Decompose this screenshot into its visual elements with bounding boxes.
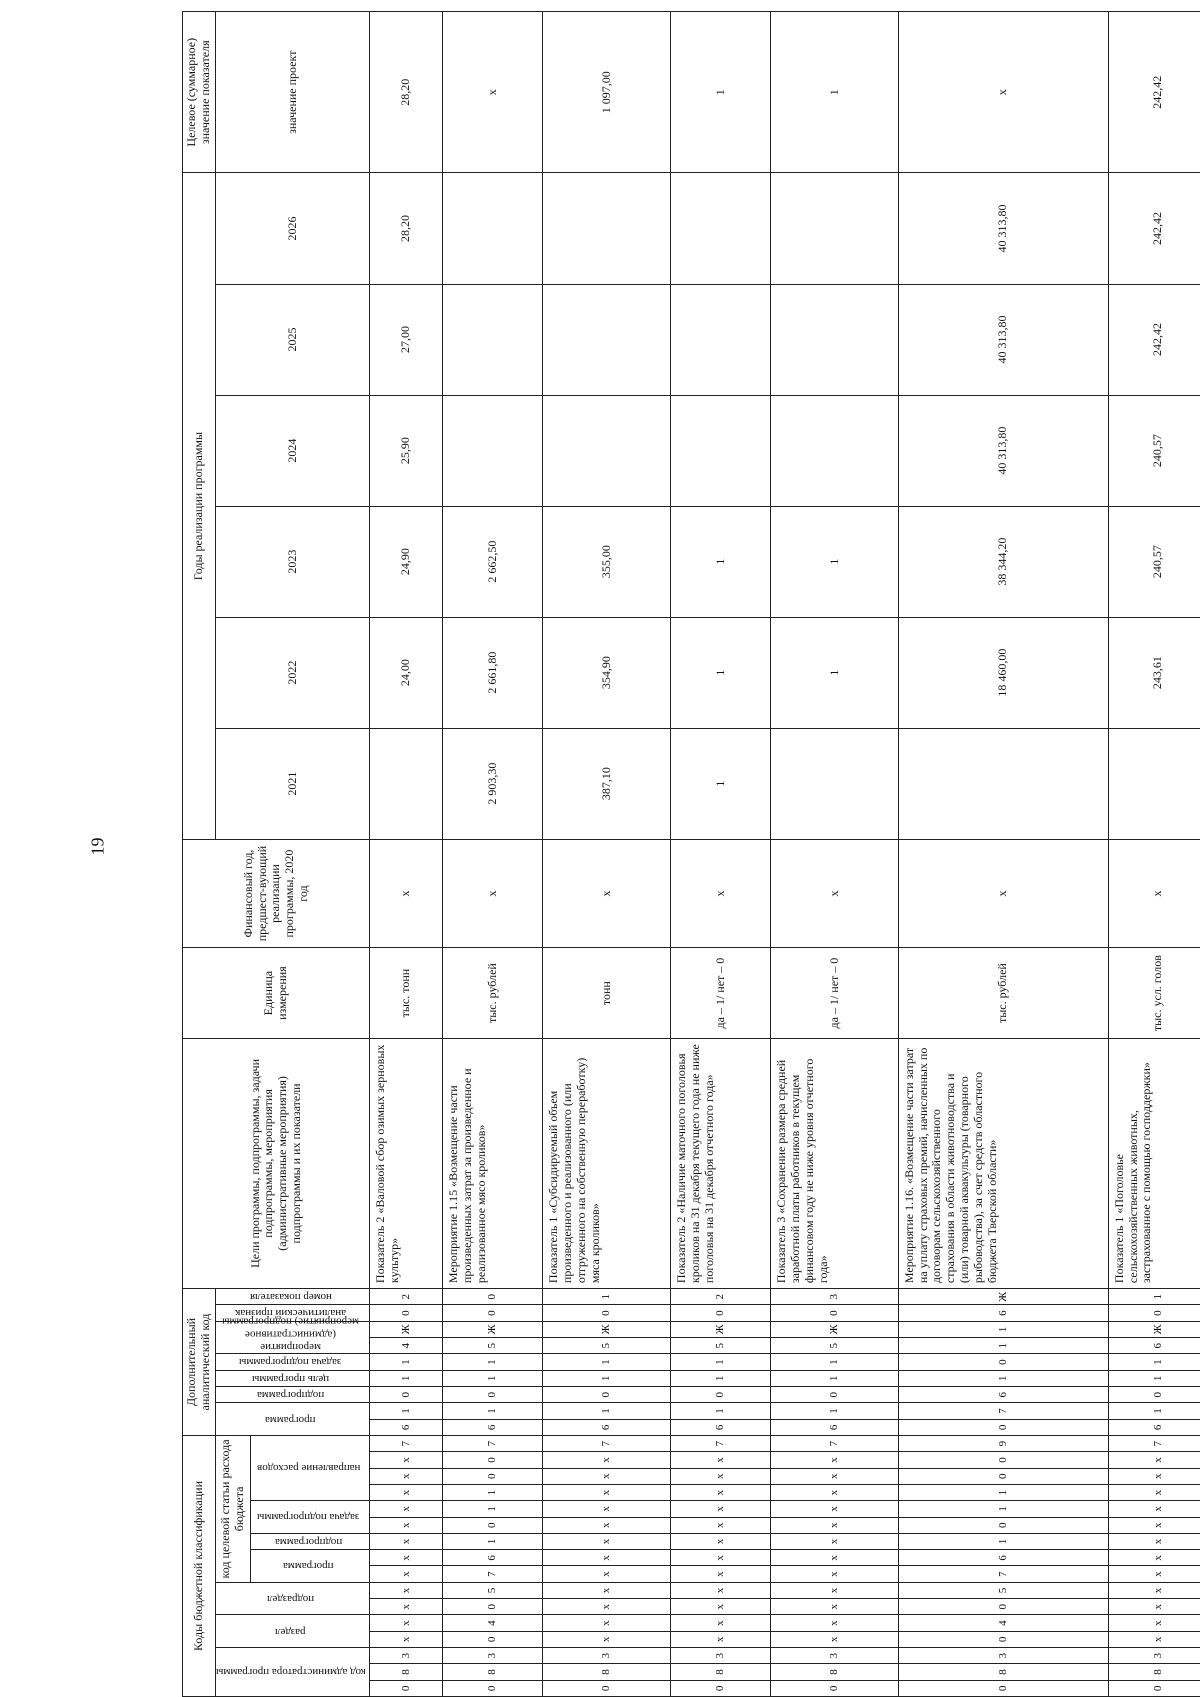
code-cell: Ж: [898, 1289, 1108, 1305]
code-cell: 6: [543, 1419, 671, 1435]
table-row: [898, 12, 1108, 1697]
code-cell: Ж: [670, 1321, 770, 1337]
code-cell: 5: [898, 1582, 1108, 1598]
code-cell: х: [370, 1484, 443, 1500]
row-unit: да – 1/ нет – 0: [670, 948, 770, 1038]
row-year-value: [771, 395, 899, 506]
row-unit: тыс. тонн: [370, 948, 443, 1038]
code-cell: 1: [543, 1370, 671, 1386]
code-cell: 1: [898, 1501, 1108, 1517]
code-cell: 1: [443, 1370, 543, 1386]
page-number: 19: [87, 837, 108, 856]
code-cell: х: [370, 1533, 443, 1549]
code-cell: 0: [443, 1452, 543, 1468]
header-add-program-goal: цель программы: [215, 1370, 370, 1386]
code-cell: х: [543, 1468, 671, 1484]
row-year-value: 28,20: [370, 173, 443, 284]
row-unit: тыс. усл. голов: [1108, 948, 1200, 1038]
code-cell: 0: [1108, 1305, 1200, 1321]
header-year-2022: 2022: [215, 617, 370, 728]
code-cell: х: [771, 1599, 899, 1615]
code-cell: 0: [771, 1305, 899, 1321]
row-unit: тыс. рублей: [443, 948, 543, 1038]
row-fin-year: х: [1108, 839, 1200, 948]
row-year-value: [670, 173, 770, 284]
row-year-value: 2 661,80: [443, 617, 543, 728]
header-add-subprogram-task: задача подпрограммы: [215, 1354, 370, 1370]
header-fin-year: Финансовый год, предшест-вующий реализации программы, 2020 год: [183, 839, 370, 948]
table-row: [370, 12, 443, 1697]
row-name: Показатель 3 «Сохранение размера средней заработной платы работников в текущем финансовом году не ниже уровня отчетного года»: [771, 1038, 899, 1288]
code-cell: 1: [670, 1354, 770, 1370]
row-year-value: 1: [771, 506, 899, 617]
code-cell: х: [1108, 1517, 1200, 1533]
row-fin-year: х: [898, 839, 1108, 948]
code-cell: Ж: [443, 1321, 543, 1337]
table-body: [370, 12, 1200, 1697]
code-cell: х: [370, 1566, 443, 1582]
header-target-value-sub: значение проект: [215, 12, 370, 173]
code-cell: 1: [771, 1370, 899, 1386]
code-cell: 1: [543, 1403, 671, 1419]
code-cell: х: [670, 1484, 770, 1500]
code-cell: х: [1108, 1550, 1200, 1566]
header-expense-direction: направление расходов: [251, 1436, 370, 1501]
row-unit: да – 1/ нет – 0: [771, 948, 899, 1038]
row-target-value: 1 097,00: [543, 12, 671, 173]
row-year-value: 1: [670, 617, 770, 728]
header-target-value: Целевое (суммарное) значение показателя: [183, 12, 216, 173]
code-cell: Ж: [370, 1321, 443, 1337]
code-cell: 0: [443, 1387, 543, 1403]
code-cell: 8: [370, 1664, 443, 1680]
code-cell: 1: [443, 1354, 543, 1370]
header-year-2025: 2025: [215, 284, 370, 395]
row-year-value: [771, 284, 899, 395]
code-cell: х: [670, 1582, 770, 1598]
code-cell: 5: [443, 1338, 543, 1354]
code-cell: 1: [898, 1370, 1108, 1386]
code-cell: 0: [443, 1305, 543, 1321]
row-year-value: 240,57: [1108, 506, 1200, 617]
code-cell: х: [543, 1615, 671, 1631]
code-cell: х: [1108, 1484, 1200, 1500]
program-table: [182, 11, 1200, 1697]
row-target-value: 242,42: [1108, 12, 1200, 173]
code-cell: 1: [898, 1484, 1108, 1500]
code-cell: Ж: [543, 1321, 671, 1337]
code-cell: х: [670, 1615, 770, 1631]
row-fin-year: х: [543, 839, 671, 948]
code-cell: 1: [898, 1338, 1108, 1354]
code-cell: 6: [1108, 1338, 1200, 1354]
row-year-value: [771, 728, 899, 839]
row-year-value: 354,90: [543, 617, 671, 728]
row-year-value: [670, 284, 770, 395]
code-cell: 1: [443, 1501, 543, 1517]
row-year-value: 387,10: [543, 728, 671, 839]
code-cell: 5: [670, 1338, 770, 1354]
row-year-value: 355,00: [543, 506, 671, 617]
code-cell: 3: [443, 1648, 543, 1664]
header-add-subprogram: подпрограмма: [215, 1387, 370, 1403]
code-cell: 5: [771, 1338, 899, 1354]
code-cell: х: [670, 1468, 770, 1484]
row-year-value: 24,90: [370, 506, 443, 617]
row-target-value: 1: [670, 12, 770, 173]
header-subprogram: подпрограмма: [251, 1533, 370, 1549]
row-year-value: 40 313,80: [898, 173, 1108, 284]
row-name: Показатель 2 «Наличие маточного поголовья кроликов на 31 декабря текущего года не ниже поголовья на 31 декабря отчетного года»: [670, 1038, 770, 1288]
code-cell: 8: [670, 1664, 770, 1680]
header-year-2021: 2021: [215, 728, 370, 839]
row-year-value: 1: [670, 506, 770, 617]
code-cell: х: [1108, 1468, 1200, 1484]
code-cell: 0: [370, 1305, 443, 1321]
header-budget-codes: Коды бюджетной классификации: [183, 1436, 216, 1697]
code-cell: 1: [771, 1403, 899, 1419]
code-cell: 0: [443, 1599, 543, 1615]
code-cell: 3: [898, 1648, 1108, 1664]
code-cell: 3: [670, 1648, 770, 1664]
code-cell: х: [771, 1533, 899, 1549]
code-cell: 0: [670, 1387, 770, 1403]
code-cell: 0: [1108, 1680, 1200, 1696]
code-cell: х: [1108, 1582, 1200, 1598]
header-additional-code: Дополнительный аналитический код: [183, 1289, 216, 1436]
code-cell: 1: [1108, 1403, 1200, 1419]
code-cell: х: [670, 1533, 770, 1549]
code-cell: 1: [771, 1354, 899, 1370]
row-year-value: [443, 284, 543, 395]
header-year-2026: 2026: [215, 173, 370, 284]
header-subprogram-task: задача подпрограммы: [251, 1501, 370, 1534]
code-cell: х: [543, 1566, 671, 1582]
code-cell: 7: [443, 1436, 543, 1452]
code-cell: 0: [443, 1517, 543, 1533]
code-cell: х: [771, 1517, 899, 1533]
code-cell: х: [670, 1631, 770, 1647]
code-cell: х: [1108, 1615, 1200, 1631]
code-cell: 7: [898, 1403, 1108, 1419]
code-cell: 3: [370, 1648, 443, 1664]
code-cell: 0: [670, 1680, 770, 1696]
row-year-value: [543, 395, 671, 506]
header-goals: Цели программы, подпрограммы, задачи подпрограммы, мероприятия (административные мероприятия) подпрограммы и их показатели: [183, 1038, 370, 1288]
code-cell: 1: [443, 1403, 543, 1419]
code-cell: х: [771, 1566, 899, 1582]
code-cell: 6: [443, 1550, 543, 1566]
code-cell: х: [1108, 1631, 1200, 1647]
row-unit: тонн: [543, 948, 671, 1038]
code-cell: х: [771, 1484, 899, 1500]
code-cell: 6: [898, 1550, 1108, 1566]
code-cell: 6: [443, 1419, 543, 1435]
code-cell: х: [370, 1631, 443, 1647]
code-cell: 4: [898, 1615, 1108, 1631]
code-cell: х: [370, 1452, 443, 1468]
header-unit: Единица измерения: [183, 948, 370, 1038]
row-name: Мероприятие 1.16. «Возмещение части затрат на уплату страховых премий, начисленных по договорам сельскохозяйственного страхования в области животноводства и (или) товарной аквакультуры (товарного рыбоводства), за счет средств областного бюджета Тверской области»: [898, 1038, 1108, 1288]
code-cell: х: [771, 1631, 899, 1647]
table-row: [771, 12, 899, 1697]
code-cell: 7: [1108, 1436, 1200, 1452]
row-target-value: х: [443, 12, 543, 173]
code-cell: 6: [370, 1419, 443, 1435]
row-year-value: [543, 173, 671, 284]
code-cell: 0: [543, 1305, 671, 1321]
rotated-table-container: [2, 11, 1198, 1697]
row-year-value: 1: [670, 728, 770, 839]
code-cell: 1: [543, 1289, 671, 1305]
code-cell: 6: [771, 1419, 899, 1435]
row-year-value: 38 344,20: [898, 506, 1108, 617]
code-cell: 6: [1108, 1419, 1200, 1435]
row-name: Показатель 1 «Поголовье сельскохозяйственных животных, застрахованное с помощью господдержки»: [1108, 1038, 1200, 1288]
row-year-value: 18 460,00: [898, 617, 1108, 728]
code-cell: 5: [543, 1338, 671, 1354]
code-cell: 3: [543, 1648, 671, 1664]
row-year-value: 40 313,80: [898, 395, 1108, 506]
code-cell: 5: [443, 1582, 543, 1598]
code-cell: 4: [370, 1338, 443, 1354]
header-analytic-sign: аналитический признак: [215, 1305, 370, 1321]
row-year-value: 24,00: [370, 617, 443, 728]
code-cell: Ж: [1108, 1321, 1200, 1337]
code-cell: х: [370, 1615, 443, 1631]
row-year-value: [898, 728, 1108, 839]
code-cell: х: [1108, 1533, 1200, 1549]
header-target-article: код целевой статьи расхода бюджета: [215, 1436, 251, 1583]
code-cell: х: [670, 1566, 770, 1582]
header-admin-code: код администратора программы: [215, 1648, 370, 1697]
row-year-value: 243,61: [1108, 617, 1200, 728]
code-cell: 0: [670, 1305, 770, 1321]
code-cell: х: [543, 1533, 671, 1549]
code-cell: 1: [443, 1533, 543, 1549]
code-cell: х: [670, 1517, 770, 1533]
header-program: программа: [251, 1550, 370, 1583]
header-year-2024: 2024: [215, 395, 370, 506]
code-cell: 1: [1108, 1289, 1200, 1305]
code-cell: 0: [443, 1468, 543, 1484]
code-cell: Ж: [771, 1321, 899, 1337]
row-name: Мероприятие 1.15 «Возмещение части произведенных затрат за произведенное и реализованное мясо кроликов»: [443, 1038, 543, 1288]
code-cell: 1: [1108, 1354, 1200, 1370]
row-year-value: 240,57: [1108, 395, 1200, 506]
row-year-value: [443, 395, 543, 506]
code-cell: 0: [898, 1599, 1108, 1615]
row-year-value: [670, 395, 770, 506]
code-cell: 1: [898, 1533, 1108, 1549]
code-cell: 0: [898, 1680, 1108, 1696]
code-cell: 0: [1108, 1387, 1200, 1403]
code-cell: 0: [443, 1289, 543, 1305]
code-cell: 1: [370, 1370, 443, 1386]
row-year-value: [1108, 728, 1200, 839]
code-cell: 0: [543, 1387, 671, 1403]
row-year-value: [370, 728, 443, 839]
code-cell: х: [1108, 1566, 1200, 1582]
code-cell: 0: [898, 1354, 1108, 1370]
table-row: [1108, 12, 1200, 1697]
code-cell: х: [543, 1484, 671, 1500]
code-cell: 7: [898, 1566, 1108, 1582]
header-subsection: подраздел: [215, 1582, 370, 1615]
code-cell: 8: [443, 1664, 543, 1680]
code-cell: х: [543, 1517, 671, 1533]
row-target-value: х: [898, 12, 1108, 173]
code-cell: 8: [543, 1664, 671, 1680]
row-year-value: 242,42: [1108, 284, 1200, 395]
code-cell: х: [370, 1599, 443, 1615]
code-cell: 3: [771, 1648, 899, 1664]
code-cell: 8: [1108, 1664, 1200, 1680]
code-cell: 7: [670, 1436, 770, 1452]
row-year-value: 40 313,80: [898, 284, 1108, 395]
row-year-value: [543, 284, 671, 395]
code-cell: 4: [443, 1615, 543, 1631]
code-cell: х: [543, 1599, 671, 1615]
code-cell: 0: [898, 1452, 1108, 1468]
code-cell: х: [1108, 1452, 1200, 1468]
code-cell: 1: [1108, 1370, 1200, 1386]
header-year-2023: 2023: [215, 506, 370, 617]
header-indicator-number: номер показателя: [215, 1289, 370, 1305]
code-cell: х: [771, 1452, 899, 1468]
table-row: [443, 12, 543, 1697]
code-cell: 7: [370, 1436, 443, 1452]
row-fin-year: х: [771, 839, 899, 948]
row-target-value: 1: [771, 12, 899, 173]
row-name: Показатель 2 «Валовой сбор озимых зерновых культур»: [370, 1038, 443, 1288]
code-cell: х: [1108, 1599, 1200, 1615]
code-cell: 3: [771, 1289, 899, 1305]
row-target-value: 28,20: [370, 12, 443, 173]
code-cell: 0: [898, 1517, 1108, 1533]
code-cell: 1: [370, 1354, 443, 1370]
row-name: Показатель 1 «Субсидируемый объем произведенного и реализованного (или отгруженного на собственную переработку) мяса кроликов»: [543, 1038, 671, 1288]
row-fin-year: х: [443, 839, 543, 948]
code-cell: х: [670, 1501, 770, 1517]
row-fin-year: х: [370, 839, 443, 948]
code-cell: х: [370, 1517, 443, 1533]
code-cell: 7: [543, 1436, 671, 1452]
header-add-activity: мероприятие (административное мероприятие) подпрограммы: [215, 1321, 370, 1354]
code-cell: х: [670, 1550, 770, 1566]
code-cell: х: [370, 1582, 443, 1598]
code-cell: х: [771, 1582, 899, 1598]
code-cell: 2: [670, 1289, 770, 1305]
code-cell: х: [543, 1582, 671, 1598]
code-cell: 8: [771, 1664, 899, 1680]
code-cell: 0: [771, 1387, 899, 1403]
code-cell: х: [771, 1615, 899, 1631]
code-cell: 1: [898, 1321, 1108, 1337]
code-cell: 0: [370, 1387, 443, 1403]
code-cell: 2: [370, 1289, 443, 1305]
code-cell: 0: [443, 1680, 543, 1696]
row-unit: тыс. рублей: [898, 948, 1108, 1038]
row-year-value: 1: [771, 617, 899, 728]
row-year-value: 2 662,50: [443, 506, 543, 617]
code-cell: х: [370, 1501, 443, 1517]
code-cell: х: [543, 1550, 671, 1566]
code-cell: х: [670, 1452, 770, 1468]
code-cell: 1: [670, 1370, 770, 1386]
row-year-value: 27,00: [370, 284, 443, 395]
code-cell: 0: [543, 1680, 671, 1696]
code-cell: х: [771, 1501, 899, 1517]
code-cell: 1: [670, 1403, 770, 1419]
code-cell: х: [370, 1550, 443, 1566]
code-cell: х: [771, 1550, 899, 1566]
header-section: раздел: [215, 1615, 370, 1648]
table-row: [670, 12, 770, 1697]
code-cell: 8: [898, 1664, 1108, 1680]
code-cell: 1: [443, 1484, 543, 1500]
row-year-value: [771, 173, 899, 284]
code-cell: 0: [443, 1631, 543, 1647]
code-cell: 6: [898, 1305, 1108, 1321]
code-cell: 3: [1108, 1648, 1200, 1664]
code-cell: х: [771, 1468, 899, 1484]
code-cell: х: [543, 1452, 671, 1468]
code-cell: 0: [898, 1468, 1108, 1484]
code-cell: 7: [771, 1436, 899, 1452]
row-fin-year: х: [670, 839, 770, 948]
code-cell: 1: [543, 1354, 671, 1370]
header-years-impl: Годы реализации программы: [183, 173, 216, 839]
code-cell: х: [670, 1599, 770, 1615]
header-add-program: программа: [215, 1403, 370, 1436]
code-cell: х: [1108, 1501, 1200, 1517]
row-year-value: [443, 173, 543, 284]
row-year-value: 25,90: [370, 395, 443, 506]
code-cell: х: [370, 1468, 443, 1484]
code-cell: 7: [443, 1566, 543, 1582]
code-cell: х: [543, 1501, 671, 1517]
code-cell: 0: [771, 1680, 899, 1696]
code-cell: 0: [898, 1419, 1108, 1435]
code-cell: 6: [670, 1419, 770, 1435]
row-year-value: 2 903,30: [443, 728, 543, 839]
code-cell: 0: [370, 1680, 443, 1696]
code-cell: 9: [898, 1436, 1108, 1452]
code-cell: 0: [898, 1631, 1108, 1647]
table-row: [543, 12, 671, 1697]
row-year-value: 242,42: [1108, 173, 1200, 284]
code-cell: 1: [370, 1403, 443, 1419]
code-cell: х: [543, 1631, 671, 1647]
code-cell: 6: [898, 1387, 1108, 1403]
